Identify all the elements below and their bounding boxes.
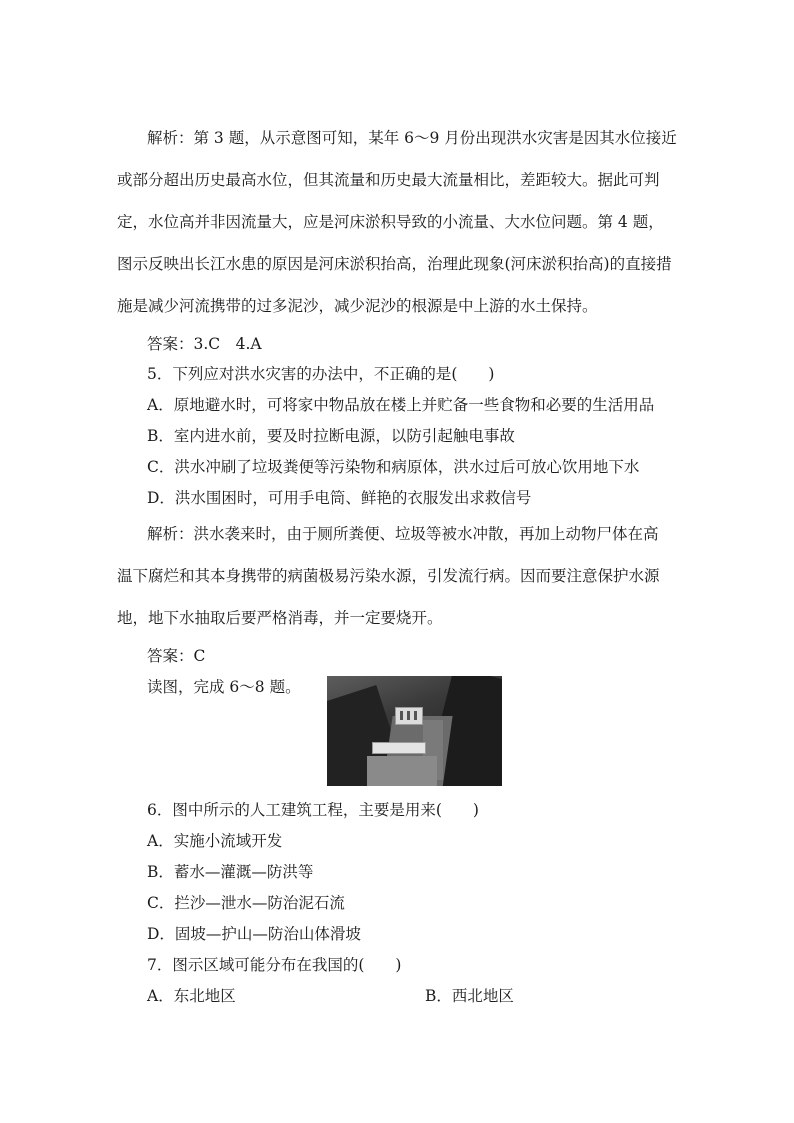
- analysis-line: 温下腐烂和其本身携带的病菌极易污染水源，引发流行病。因而要注意保护水源: [117, 567, 660, 585]
- check-dam-photo: [327, 676, 502, 786]
- question-5-option-c: C．洪水冲刷了垃圾粪便等污染物和病原体，洪水过后可放心饮用地下水: [147, 458, 640, 476]
- lower-check-dam: [372, 742, 426, 754]
- analysis-line: 施是减少河流携带的过多泥沙，减少泥沙的根源是中上游的水土保持。: [117, 297, 598, 315]
- analysis-line: 图示反映出长江水患的原因是河床淤积抬高，治理此现象(河床淤积抬高)的直接措: [117, 255, 672, 273]
- question-6-stem: 6．图中所示的人工建筑工程，主要是用来( ): [147, 801, 479, 819]
- question-5-option-a: A．原地避水时，可将家中物品放在楼上并贮备一些食物和必要的生活用品: [147, 396, 655, 414]
- question-5-option-b: B．室内进水前，要及时拉断电源，以防引起触电事故: [147, 427, 515, 445]
- question-6-option-a: A．实施小流域开发: [147, 832, 283, 850]
- question-6-option-b: B．蓄水—灌溉—防洪等: [147, 863, 314, 881]
- question-6-option-d: D．固坡—护山—防治山体滑坡: [147, 925, 361, 943]
- question-7-stem: 7．图示区域可能分布在我国的( ): [147, 956, 402, 974]
- analysis-line: 或部分超出历史最高水位，但其流量和历史最大流量相比，差距较大。据此可判: [117, 171, 660, 189]
- question-5-option-d: D．洪水围困时，可用手电筒、鲜艳的衣服发出求救信号: [147, 489, 532, 507]
- stream-bed: [367, 756, 437, 786]
- answer-5: 答案：C: [147, 647, 206, 665]
- analysis-line: 解析：洪水袭来时，由于厕所粪便、垃圾等被水冲散，再加上动物尸体在高: [147, 525, 659, 543]
- question-6-option-c: C．拦沙—泄水—防治泥石流: [147, 894, 345, 912]
- analysis-line: 解析：第 3 题，从示意图可知，某年 6～9 月份出现洪水灾害是因其水位接近: [147, 129, 677, 147]
- analysis-line: 定，水位高并非因流量大，应是河床淤积导致的小流量、大水位问题。第 4 题，: [117, 213, 664, 231]
- answer-3-4: 答案：3.C 4.A: [147, 335, 262, 353]
- upper-check-dam: [395, 707, 423, 725]
- question-7-option-a: A．东北地区: [147, 987, 236, 1005]
- read-prompt: 读图，完成 6～8 题。: [147, 678, 301, 696]
- question-5-stem: 5．下列应对洪水灾害的办法中，不正确的是( ): [147, 365, 495, 383]
- question-7-option-b: B．西北地区: [425, 987, 514, 1005]
- analysis-line: 地，地下水抽取后要严格消毒，并一定要烧开。: [117, 609, 443, 627]
